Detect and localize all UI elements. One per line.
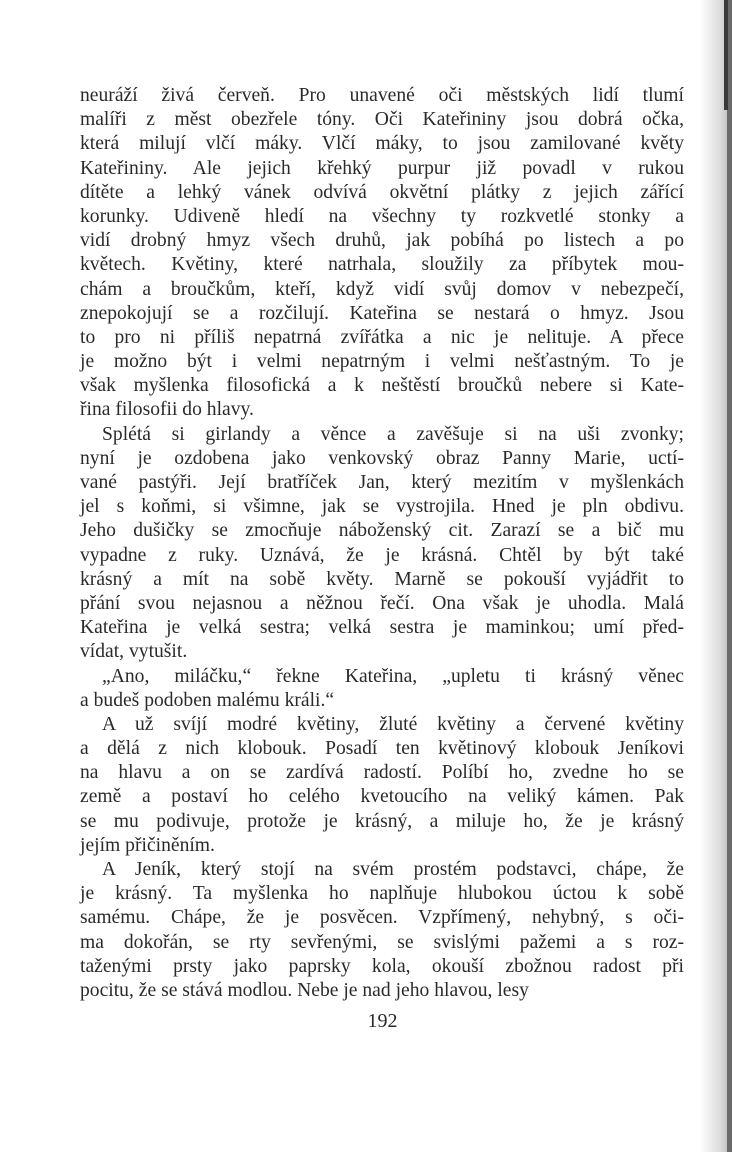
- text-line: řina filosofii do hlavy.: [80, 399, 254, 421]
- text-line: A už svíjí modré květiny, žluté květiny a červené květiny: [102, 713, 684, 735]
- text-line: vypadne z ruky. Uznává, že je krásná. Chtěl by být také: [80, 544, 684, 566]
- page-number: 192: [367, 1010, 398, 1032]
- body-text: [80, 84, 684, 1003]
- text-line: vané pastýři. Její bratříček Jan, který mezitím v myšlenkách: [80, 472, 684, 493]
- text-line: A Jeník, který stojí na svém prostém podstavci, chápe, že: [102, 859, 684, 880]
- text-line: Splétá si girlandy a věnce a zavěšuje si na uši zvonky;: [102, 423, 684, 445]
- text-line: znepokojují se a rozčilují. Kateřina se nestará o hmyz. Jsou: [80, 302, 684, 324]
- text-line: korunky. Udiveně hledí na všechny ty rozkvetlé stonky a: [80, 205, 684, 227]
- text-line: však myšlenka filosofická a k neštěstí broučků nebere si Kate-: [80, 375, 684, 397]
- book-spine-shadow: [700, 0, 730, 1152]
- text-line: chám a broučkům, kteří, když vidí svůj domov v nebezpečí,: [80, 278, 684, 300]
- text-line: dítěte a lehký vánek odvívá okvětní plátky z jejich zářící: [80, 181, 684, 203]
- text-line: Jeho dušičky se zmocňuje náboženský cit. Zarazí se a bič mu: [80, 520, 684, 542]
- text-line: a budeš podoben malému králi.“: [80, 689, 335, 711]
- text-line: vídat, vytušit.: [80, 641, 188, 663]
- text-line: „Ano, miláčku,“ řekne Kateřina, „upletu ti krásný věnec: [102, 665, 684, 687]
- text-line: přání svou nejasnou a něžnou řečí. Ona však je uhodla. Malá: [80, 592, 684, 614]
- paragraph: [80, 713, 684, 858]
- text-line: ma dokořán, se rty sevřenými, se svislými pažemi a s roz-: [80, 931, 684, 953]
- text-line: Kateřina je velká sestra; velká sestra je maminkou; umí před-: [80, 617, 684, 639]
- text-line: je možno být i velmi nepatrným i velmi nešťastným. To je: [80, 351, 684, 373]
- text-line: malíři z měst obezřele tóny. Oči Kateřininy jsou dobrá očka,: [80, 109, 684, 131]
- paragraph: [80, 84, 684, 423]
- paragraph: [80, 423, 684, 665]
- text-line: Kateřininy. Ale jejich křehký purpur již povadl v rukou: [80, 157, 684, 179]
- paragraph: [80, 665, 684, 713]
- text-line: taženými prsty jako paprsky kola, okouší zbožnou radost při: [80, 955, 684, 977]
- text-line: květech. Květiny, které natrhala, sloužily za příbytek mou-: [80, 254, 684, 276]
- text-line: vidí drobný hmyz všech druhů, jak pobíhá po listech a po: [80, 230, 684, 252]
- text-line: pocitu, že se stává modlou. Nebe je nad jeho hlavou, lesy: [80, 979, 529, 1001]
- paragraph: [80, 858, 684, 1003]
- book-gutter-edge: [724, 0, 728, 110]
- book-gutter-line: [727, 0, 732, 1152]
- text-line: jejím přičiněním.: [80, 834, 215, 856]
- text-line: která milují vlčí máky. Vlčí máky, to jsou zamilované květy: [80, 133, 684, 155]
- text-line: to pro ni příliš nepatrná zvířátka a nic je nelituje. A přece: [80, 326, 684, 348]
- text-line: neuráží živá červeň. Pro unavené oči městských lidí tlumí: [80, 85, 684, 106]
- text-line: se mu podivuje, protože je krásný, a miluje ho, že je krásný: [80, 810, 684, 832]
- text-line: jel s koňmi, si všimne, jak se vystrojila. Hned je pln obdivu.: [80, 496, 684, 518]
- text-line: na hlavu a on se zardívá radostí. Políbí ho, zvedne ho se: [80, 762, 684, 784]
- text-line: nyní je ozdobena jako venkovský obraz Panny Marie, uctí-: [80, 447, 684, 469]
- text-line: krásný a mít na sobě květy. Marně se pokouší vyjádřit to: [80, 568, 684, 590]
- text-line: je krásný. Ta myšlenka ho naplňuje hlubokou úctou k sobě: [80, 883, 684, 905]
- text-line: samému. Chápe, že je posvěcen. Vzpřímený, nehybný, s oči-: [80, 907, 684, 929]
- text-line: a dělá z nich klobouk. Posadí ten květinový klobouk Jeníkovi: [80, 738, 684, 760]
- text-line: země a postaví ho celého kvetoucího na veliký kámen. Pak: [80, 786, 684, 808]
